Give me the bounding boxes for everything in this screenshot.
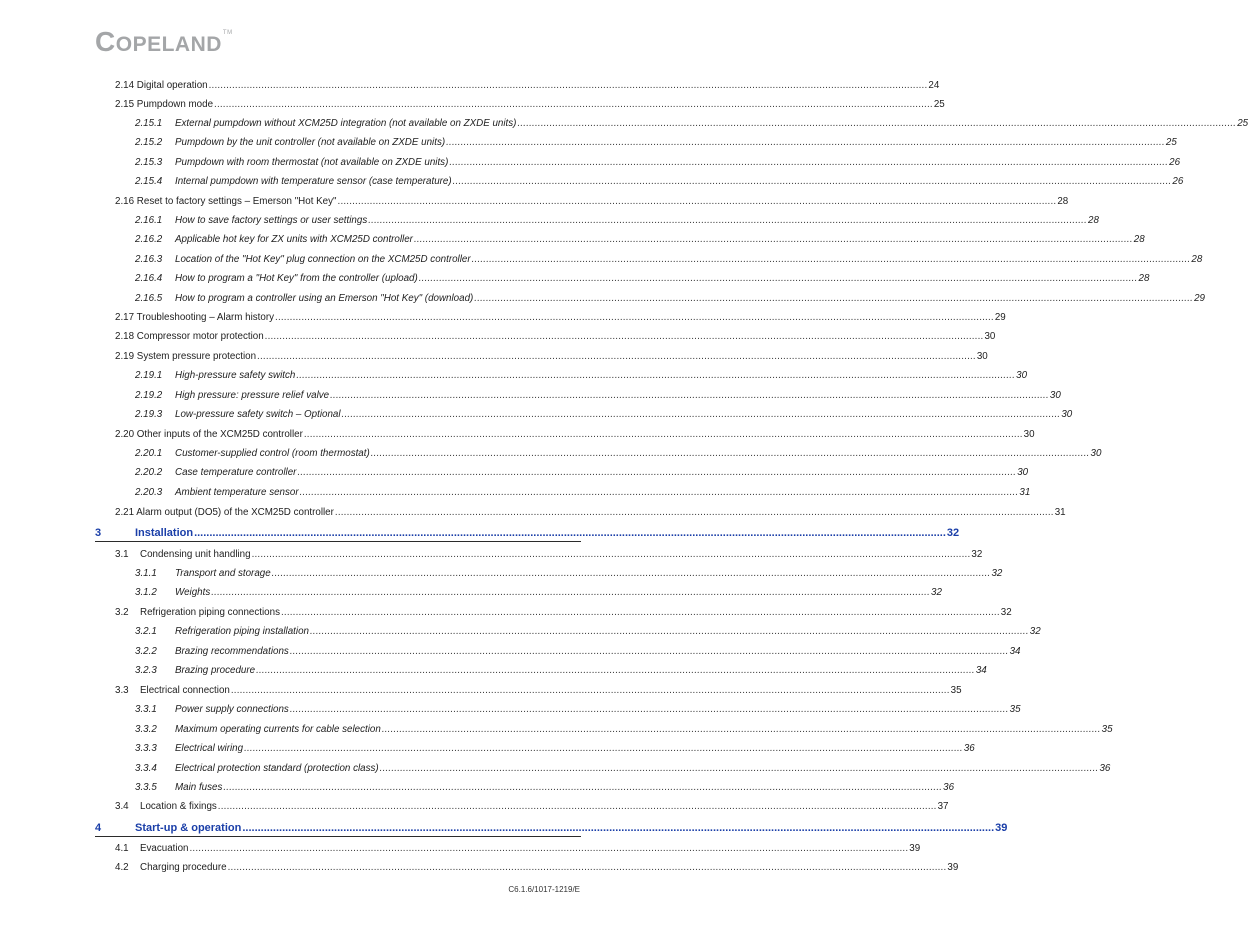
- toc-entry-page: 32: [991, 568, 1003, 579]
- toc-entry[interactable]: [135, 448, 1102, 460]
- toc-entry-title: Power supply connections: [175, 704, 289, 715]
- toc-entry[interactable]: [135, 390, 1061, 402]
- toc-dot-leader: ......................................................................................................................................................................................................................................................: [299, 487, 1019, 498]
- toc-entry-title: Pumpdown by the unit controller (not available on ZXDE units): [175, 137, 446, 148]
- toc-entry[interactable]: [135, 487, 1031, 499]
- toc-entry-page: 35: [950, 685, 962, 696]
- toc-dot-leader: ......................................................................................................................................................................................................................................................: [264, 331, 984, 342]
- chapter-underline: [95, 836, 581, 837]
- toc-entry-number: 2.15.4: [135, 176, 163, 187]
- toc-entry-title: 2.21 Alarm output (DO5) of the XCM25D controller: [115, 507, 334, 518]
- toc-entry-title: 2.15 Pumpdown mode: [115, 99, 214, 110]
- toc-entry-page: 25: [1165, 137, 1177, 148]
- toc-dot-leader: ......................................................................................................................................................................................................................................................: [474, 293, 1194, 304]
- toc-entry[interactable]: [135, 118, 1248, 130]
- toc-entry-page: 36: [963, 743, 975, 754]
- toc-entry-page: 25: [933, 99, 945, 110]
- toc-entry-title: How to program a "Hot Key" from the controller (upload): [175, 273, 418, 284]
- toc-entry-number: 2.15.3: [135, 157, 163, 168]
- toc-entry-page: 28: [1088, 215, 1099, 226]
- toc-entry-title: Start-up & operation: [135, 822, 242, 834]
- toc-entry-page: 30: [1049, 390, 1061, 401]
- toc-entry[interactable]: [115, 801, 949, 813]
- toc-entry-page: 39: [995, 822, 1008, 834]
- toc-entry-page: 32: [1029, 626, 1041, 637]
- toc-entry-page: 30: [1061, 409, 1073, 420]
- toc-entry-number: 3: [95, 527, 102, 539]
- toc-entry-page: 26: [1172, 176, 1184, 187]
- toc-entry-page: 30: [1016, 370, 1028, 381]
- toc-entry-number: 3.4: [115, 801, 129, 812]
- toc-entry-title: Case temperature controller: [175, 467, 297, 478]
- chapter-underline: [95, 541, 581, 542]
- toc-entry-number: 2.15.2: [135, 137, 163, 148]
- toc-entry-title: 2.20 Other inputs of the XCM25D controller: [115, 429, 303, 440]
- toc-entry-title: Electrical connection: [140, 685, 230, 696]
- toc-entry-title: Condensing unit handling: [140, 549, 251, 560]
- toc-entry-title: Brazing recommendations: [175, 646, 289, 657]
- toc-dot-leader: ......................................................................................................................................................................................................................................................: [242, 822, 995, 834]
- toc-entry-number: 3.3.3: [135, 743, 157, 754]
- toc-dot-leader: ......................................................................................................................................................................................................................................................: [446, 137, 1165, 148]
- toc-dot-leader: ......................................................................................................................................................................................................................................................: [381, 724, 1101, 735]
- toc-entry-title: Maximum operating currents for cable selection: [175, 724, 381, 735]
- toc-entry-page: 26: [1169, 157, 1181, 168]
- toc-entry[interactable]: [115, 549, 983, 561]
- toc-entry-title: Refrigeration piping installation: [175, 626, 309, 637]
- toc-entry-number: 3.2: [115, 607, 129, 618]
- toc-entry-page: 34: [975, 665, 987, 676]
- toc-entry-page: 30: [984, 331, 996, 342]
- logo-trademark: TM: [222, 30, 233, 36]
- toc-dot-leader: ......................................................................................................................................................................................................................................................: [275, 312, 994, 323]
- toc-dot-leader: ......................................................................................................................................................................................................................................................: [227, 862, 947, 873]
- toc-entry[interactable]: [135, 467, 1029, 479]
- toc-dot-leader: ......................................................................................................................................................................................................................................................: [211, 587, 931, 598]
- toc-entry-title: Charging procedure: [140, 862, 227, 873]
- toc-entry-number: 2.19.2: [135, 390, 163, 401]
- toc-entry-page: 32: [1000, 607, 1012, 618]
- toc-entry-number: 3.3.1: [135, 704, 157, 715]
- toc-entry-title: Electrical wiring: [175, 743, 244, 754]
- toc-entry[interactable]: [115, 80, 940, 92]
- toc-entry-title: Ambient temperature sensor: [175, 487, 299, 498]
- toc-entry-page: 37: [937, 801, 949, 812]
- toc-dot-leader: ......................................................................................................................................................................................................................................................: [271, 568, 991, 579]
- toc-entry-number: 2.15.1: [135, 118, 163, 129]
- toc-dot-leader: ......................................................................................................................................................................................................................................................: [223, 782, 943, 793]
- toc-chapter-heading[interactable]: [95, 527, 960, 539]
- toc-dot-leader: ......................................................................................................................................................................................................................................................: [214, 99, 933, 110]
- toc-entry-number: 4: [95, 822, 102, 834]
- toc-entry-title: Low-pressure safety switch – Optional: [175, 409, 341, 420]
- toc-entry-number: 3.1: [115, 549, 129, 560]
- toc-entry[interactable]: [135, 370, 1028, 382]
- toc-chapter-heading[interactable]: [95, 822, 1008, 834]
- toc-dot-leader: ......................................................................................................................................................................................................................................................: [334, 507, 1054, 518]
- toc-entry[interactable]: [115, 607, 1012, 619]
- toc-entry-title: 2.19 System pressure protection: [115, 351, 257, 362]
- toc-entry[interactable]: [135, 137, 1177, 149]
- toc-dot-leader: ......................................................................................................................................................................................................................................................: [341, 409, 1061, 420]
- toc-entry-number: 2.20.2: [135, 467, 163, 478]
- toc-entry-title: Electrical protection standard (protection class): [175, 763, 379, 774]
- toc-dot-leader: ......................................................................................................................................................................................................................................................: [296, 370, 1016, 381]
- toc-entry-page: 32: [971, 549, 983, 560]
- toc-dot-leader: ......................................................................................................................................................................................................................................................: [413, 234, 1133, 245]
- toc-entry-page: 29: [1194, 293, 1205, 304]
- toc-entry-page: 29: [994, 312, 1006, 323]
- toc-entry-page: 35: [1009, 704, 1021, 715]
- toc-entry-page: 28: [1057, 196, 1069, 207]
- toc-dot-leader: ......................................................................................................................................................................................................................................................: [280, 607, 1000, 618]
- toc-entry-number: 2.20.3: [135, 487, 163, 498]
- toc-dot-leader: ......................................................................................................................................................................................................................................................: [330, 390, 1049, 401]
- toc-entry-page: 28: [1191, 254, 1203, 265]
- toc-entry-page: 28: [1138, 273, 1150, 284]
- toc-entry-title: High pressure: pressure relief valve: [175, 390, 330, 401]
- toc-entry-number: 3.3.2: [135, 724, 157, 735]
- toc-entry-page: 36: [943, 782, 955, 793]
- toc-dot-leader: ......................................................................................................................................................................................................................................................: [471, 254, 1191, 265]
- toc-entry-title: 2.17 Troubleshooting – Alarm history: [115, 312, 275, 323]
- toc-entry[interactable]: [135, 273, 1150, 285]
- toc-entry-title: Evacuation: [140, 843, 189, 854]
- toc-dot-leader: ......................................................................................................................................................................................................................................................: [208, 80, 928, 91]
- toc-dot-leader: ......................................................................................................................................................................................................................................................: [289, 646, 1009, 657]
- toc-entry-page: 30: [976, 351, 988, 362]
- toc-entry[interactable]: [135, 157, 1181, 169]
- toc-entry-title: Refrigeration piping connections: [140, 607, 280, 618]
- toc-dot-leader: ......................................................................................................................................................................................................................................................: [297, 467, 1017, 478]
- toc-entry[interactable]: [135, 763, 1111, 775]
- toc-entry-page: 32: [946, 527, 960, 539]
- toc-entry-title: Location & fixings: [140, 801, 217, 812]
- toc-entry-number: 3.2.2: [135, 646, 157, 657]
- toc-entry-number: 2.16.4: [135, 273, 163, 284]
- toc-entry[interactable]: [135, 587, 942, 599]
- toc-entry[interactable]: [135, 782, 955, 794]
- toc-entry-page: 30: [1090, 448, 1102, 459]
- toc-entry-title: Customer-supplied control (room thermostat): [175, 448, 370, 459]
- toc-entry[interactable]: [115, 429, 1035, 441]
- toc-entry-title: High-pressure safety switch: [175, 370, 296, 381]
- toc-entry-title: How to save factory settings or user settings: [175, 215, 368, 226]
- toc-entry-title: Installation: [135, 527, 194, 539]
- logo-initial: C: [95, 26, 116, 57]
- toc-dot-leader: ......................................................................................................................................................................................................................................................: [337, 196, 1057, 207]
- toc-entry[interactable]: [135, 704, 1021, 716]
- toc-entry-page: 39: [947, 862, 959, 873]
- toc-entry[interactable]: [115, 351, 988, 363]
- toc-entry-title: Main fuses: [175, 782, 223, 793]
- toc-dot-leader: ......................................................................................................................................................................................................................................................: [256, 665, 975, 676]
- toc-dot-leader: ......................................................................................................................................................................................................................................................: [257, 351, 976, 362]
- toc-dot-leader: ......................................................................................................................................................................................................................................................: [251, 549, 971, 560]
- toc-entry-title: External pumpdown without XCM25D integration (not available on ZXDE units): [175, 118, 517, 129]
- toc-entry[interactable]: [135, 293, 1205, 305]
- toc-entry[interactable]: [135, 215, 1099, 227]
- toc-entry-page: 31: [1054, 507, 1066, 518]
- document-code: C6.1.6/1017-1219/E: [508, 885, 580, 894]
- toc-entry[interactable]: [115, 843, 921, 855]
- toc-dot-leader: ......................................................................................................................................................................................................................................................: [452, 176, 1172, 187]
- toc-entry-number: 4.2: [115, 862, 129, 873]
- toc-entry-page: 28: [1133, 234, 1145, 245]
- toc-entry-number: 3.1.2: [135, 587, 157, 598]
- toc-dot-leader: ......................................................................................................................................................................................................................................................: [449, 157, 1169, 168]
- toc-entry-number: 3.2.1: [135, 626, 157, 637]
- toc-entry-number: 3.3: [115, 685, 129, 696]
- toc-entry-title: 2.14 Digital operation: [115, 80, 208, 91]
- toc-entry-number: 2.19.1: [135, 370, 163, 381]
- toc-entry-page: 30: [1017, 467, 1029, 478]
- toc-entry[interactable]: [135, 568, 1003, 580]
- toc-entry-page: 34: [1009, 646, 1021, 657]
- toc-entry-page: 36: [1099, 763, 1111, 774]
- toc-dot-leader: ......................................................................................................................................................................................................................................................: [303, 429, 1023, 440]
- toc-dot-leader: ......................................................................................................................................................................................................................................................: [418, 273, 1138, 284]
- toc-entry-number: 2.16.2: [135, 234, 163, 245]
- toc-entry[interactable]: [135, 665, 987, 677]
- toc-dot-leader: ......................................................................................................................................................................................................................................................: [368, 215, 1088, 226]
- toc-entry[interactable]: [135, 234, 1145, 246]
- toc-entry-page: 32: [931, 587, 942, 598]
- toc-entry[interactable]: [135, 409, 1073, 421]
- toc-dot-leader: ......................................................................................................................................................................................................................................................: [244, 743, 963, 754]
- toc-entry-page: 30: [1023, 429, 1035, 440]
- toc-dot-leader: ......................................................................................................................................................................................................................................................: [309, 626, 1029, 637]
- toc-entry-title: 2.16 Reset to factory settings – Emerson "Hot Key": [115, 196, 337, 207]
- logo-wordmark: OPELAND: [115, 33, 222, 56]
- toc-dot-leader: ......................................................................................................................................................................................................................................................: [379, 763, 1099, 774]
- toc-dot-leader: ......................................................................................................................................................................................................................................................: [517, 118, 1237, 129]
- toc-entry-number: 2.16.1: [135, 215, 163, 226]
- toc-entry-page: 31: [1019, 487, 1031, 498]
- toc-entry-title: Applicable hot key for ZX units with XCM25D controller: [175, 234, 413, 245]
- toc-entry[interactable]: [115, 685, 962, 697]
- toc-entry-number: 2.16.3: [135, 254, 163, 265]
- toc-dot-leader: ......................................................................................................................................................................................................................................................: [194, 527, 946, 539]
- toc-entry[interactable]: [135, 254, 1203, 266]
- toc-dot-leader: ......................................................................................................................................................................................................................................................: [370, 448, 1090, 459]
- copeland-logo: [95, 26, 233, 58]
- toc-entry[interactable]: [135, 626, 1041, 638]
- toc-entry-title: 2.18 Compressor motor protection: [115, 331, 264, 342]
- toc-entry-title: Location of the "Hot Key" plug connection on the XCM25D controller: [175, 254, 471, 265]
- toc-entry-title: Internal pumpdown with temperature sensor (case temperature): [175, 176, 452, 187]
- toc-entry[interactable]: [115, 331, 996, 343]
- toc-entry[interactable]: [115, 196, 1069, 208]
- toc-entry-number: 3.1.1: [135, 568, 157, 579]
- toc-entry[interactable]: [135, 646, 1021, 658]
- toc-entry-number: 3.3.5: [135, 782, 157, 793]
- toc-entry[interactable]: [135, 176, 1184, 188]
- toc-entry-page: 24: [928, 80, 940, 91]
- toc-entry-number: 3.3.4: [135, 763, 157, 774]
- toc-entry[interactable]: [135, 724, 1113, 736]
- toc-entry-page: 35: [1101, 724, 1113, 735]
- toc-entry-title: Pumpdown with room thermostat (not available on ZXDE units): [175, 157, 449, 168]
- toc-entry-number: 2.19.3: [135, 409, 163, 420]
- toc-entry-title: Transport and storage: [175, 568, 271, 579]
- toc-entry[interactable]: [115, 862, 959, 874]
- toc-entry-number: 4.1: [115, 843, 129, 854]
- toc-entry[interactable]: [115, 99, 945, 111]
- toc-entry-title: How to program a controller using an Emerson "Hot Key" (download): [175, 293, 474, 304]
- toc-entry-number: 2.16.5: [135, 293, 163, 304]
- toc-entry[interactable]: [135, 743, 975, 755]
- toc-entry-page: 39: [909, 843, 921, 854]
- toc-dot-leader: ......................................................................................................................................................................................................................................................: [289, 704, 1009, 715]
- toc-entry[interactable]: [115, 507, 1066, 519]
- toc-dot-leader: ......................................................................................................................................................................................................................................................: [230, 685, 950, 696]
- toc-dot-leader: ......................................................................................................................................................................................................................................................: [217, 801, 937, 812]
- toc-entry-page: 25: [1237, 118, 1248, 129]
- toc-entry-number: 3.2.3: [135, 665, 157, 676]
- toc-entry-title: Weights: [175, 587, 211, 598]
- toc-entry-title: Brazing procedure: [175, 665, 256, 676]
- toc-dot-leader: ......................................................................................................................................................................................................................................................: [189, 843, 909, 854]
- toc-entry[interactable]: [115, 312, 1006, 324]
- toc-entry-number: 2.20.1: [135, 448, 163, 459]
